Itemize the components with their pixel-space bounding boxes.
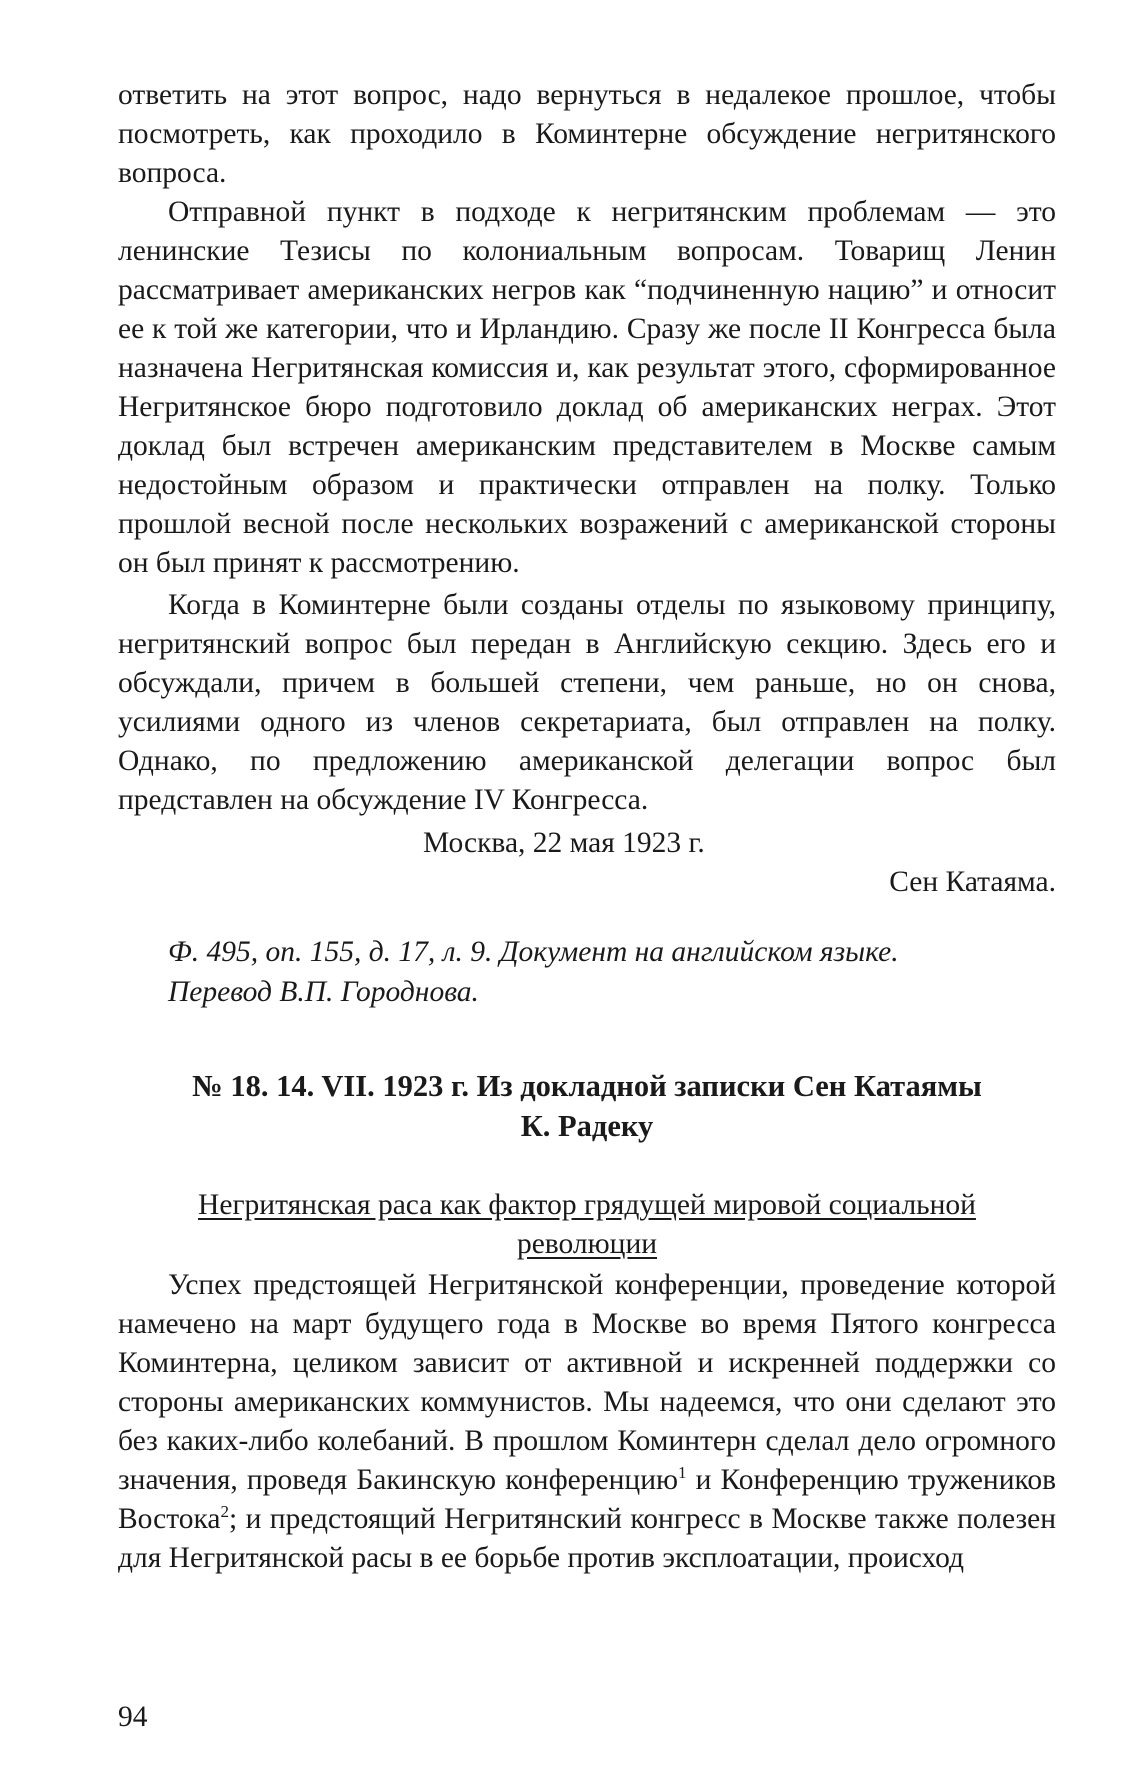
- signature: Сен Катаяма.: [889, 866, 1056, 898]
- paragraph-text: ; и предстоящий Негритянский конгресс в Москве также полезен для Негритянской расы в ее борьбе против эксплоатации, происход: [118, 1503, 1056, 1574]
- subtitle-line-end: революции: [516, 1228, 658, 1260]
- paragraph-continuation: ответить на этот вопрос, надо вернуться в недалекое прошлое, чтобы посмотреть, как проходило в Коминтерне обсуждение негритянского вопроса.: [118, 79, 1056, 189]
- heading-recipient: К. Радеку: [520, 1109, 654, 1143]
- paragraph-negro-conference: [118, 1266, 1056, 1578]
- source-line: Ф. 495, оп. 155, д. 17, л. 9. Документ на английском языке.: [168, 936, 899, 968]
- page-body: [118, 76, 1056, 1578]
- dateline: Москва, 22 мая 1923 г.: [423, 827, 705, 859]
- paragraph-text: и Конференцию тружеников Востока: [118, 1464, 1056, 1535]
- page-number: 94: [118, 1701, 148, 1733]
- paragraph-lenin-theses: Отправной пункт в подходе к негритянским проблемам — это ленинские Тезисы по колониальным вопросам. Товарищ Ленин рассматривает американских негров как “подчиненную нацию” и относит ее к той же категории, что и Ирландию. Сразу же после II Конгресса была назначена Негритянская комиссия и, как результат этого, сформированное Негритянское бюро подготовило доклад об американских неграх. Этот доклад был встречен американским представителем в Москве самым недостойным образом и практически отправлен на полку. Только прошлой весной после нескольких возражений с американской стороны он был принят к рассмотрению.: [118, 196, 1056, 579]
- section-subtitle: [118, 1186, 1056, 1264]
- archival-source-note: [118, 932, 1056, 1012]
- paragraph-text: Успех предстоящей Негритянской конференции, проведение которой намечено на март будущего года в Москве во время Пятого конгресса Коминтерна, целиком зависит от активной и искренней поддержки со стороны американских коммунистов. Мы надеемся, что они сделают это без каких-либо колебаний. В прошлом Коминтерн сделал дело огромного значения, проведя Бакинскую конференцию: [118, 1269, 1056, 1496]
- paragraph-comintern-sections: Когда в Коминтерне были созданы отделы по языковому принципу, негритянский вопрос был передан в Английскую секцию. Здесь его и обсуждали, причем в большей степени, чем раньше, но он снова, усилиями одного из членов секретариата, был отправлен на полку. Однако, по предложению американской делегации вопрос был представлен на обсуждение IV Конгресса.: [118, 589, 1056, 816]
- translator-line: Перевод В.П. Городнова.: [168, 976, 479, 1008]
- footnote-ref-2[interactable]: 2: [220, 1502, 229, 1522]
- subtitle-line: Негритянская раса как фактор грядущей мировой социальной: [198, 1189, 976, 1221]
- document-heading: [118, 1066, 1056, 1146]
- footnote-ref-1[interactable]: 1: [678, 1463, 687, 1483]
- heading-line: № 18. 14. VII. 1923 г. Из докладной записки Сен Катаямы: [192, 1069, 982, 1103]
